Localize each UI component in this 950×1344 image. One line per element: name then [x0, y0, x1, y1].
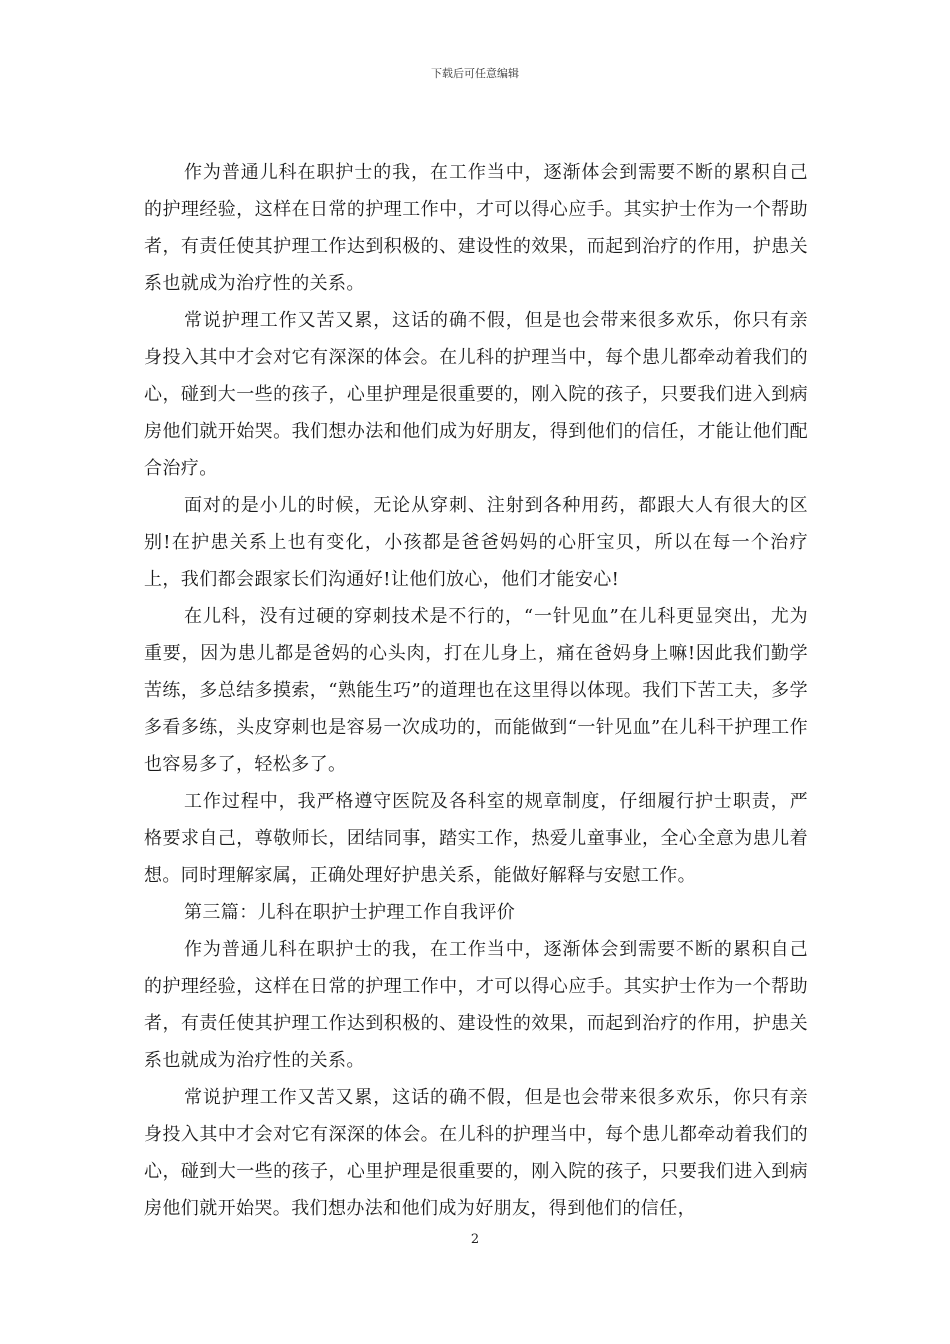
page-header: 下载后可任意编辑 — [431, 67, 519, 80]
paragraph: 作为普通儿科在职护士的我，在工作当中，逐渐体会到需要不断的累积自己的护理经验，这样在日常的护理工作中，才可以得心应手。其实护士作为一个帮助者，有责任使其护理工作达到积极的、建设性的效果，而起到治疗的作用，护患关系也就成为治疗性的关系。 — [144, 162, 808, 294]
paragraph: 在儿科，没有过硬的穿刺技术是不行的，“一针见血”在儿科更显突出，尤为重要，因为患儿都是爸妈的心头肉，打在儿身上，痛在爸妈身上嘛!因此我们勤学苦练，多总结多摸索，“熟能生巧”的道理也在这里得以体现。我们下苦工夫，多学多看多练，头皮穿刺也是容易一次成功的，而能做到“一针见血”在儿科干护理工作也容易多了，轻松多了。 — [144, 606, 808, 775]
page-number: 2 — [470, 1232, 480, 1247]
paragraph: 面对的是小儿的时候，无论从穿刺、注射到各种用药，都跟大人有很大的区别!在护患关系上也有变化，小孩都是爸爸妈妈的心肝宝贝，所以在每一个治疗上，我们都会跟家长们沟通好!让他们放心，他们才能安心! — [144, 495, 808, 590]
paragraph: 工作过程中，我严格遵守医院及各科室的规章制度，仔细履行护士职责，严格要求自己，尊敬师长，团结同事，踏实工作，热爱儿童事业，全心全意为患儿着想。同时理解家属，正确处理好护患关系，能做好解释与安慰工作。 — [144, 791, 808, 886]
paragraph: 作为普通儿科在职护士的我，在工作当中，逐渐体会到需要不断的累积自己的护理经验，这样在日常的护理工作中，才可以得心应手。其实护士作为一个帮助者，有责任使其护理工作达到积极的、建设性的效果，而起到治疗的作用，护患关系也就成为治疗性的关系。 — [144, 939, 808, 1071]
paragraph: 常说护理工作又苦又累，这话的确不假，但是也会带来很多欢乐，你只有亲身投入其中才会对它有深深的体会。在儿科的护理当中，每个患儿都牵动着我们的心，碰到大一些的孩子，心里护理是很重要的，刚入院的孩子，只要我们进入到病房他们就开始哭。我们想办法和他们成为好朋友，得到他们的信任，才能让他们配合治疗。 — [144, 310, 808, 479]
paragraph: 常说护理工作又苦又累，这话的确不假，但是也会带来很多欢乐，你只有亲身投入其中才会对它有深深的体会。在儿科的护理当中，每个患儿都牵动着我们的心，碰到大一些的孩子，心里护理是很重要的，刚入院的孩子，只要我们进入到病房他们就开始哭。我们想办法和他们成为好朋友，得到他们的信任， — [144, 1087, 808, 1219]
document-body — [144, 154, 808, 1227]
section-heading: 第三篇：儿科在职护士护理工作自我评价 — [184, 902, 516, 923]
